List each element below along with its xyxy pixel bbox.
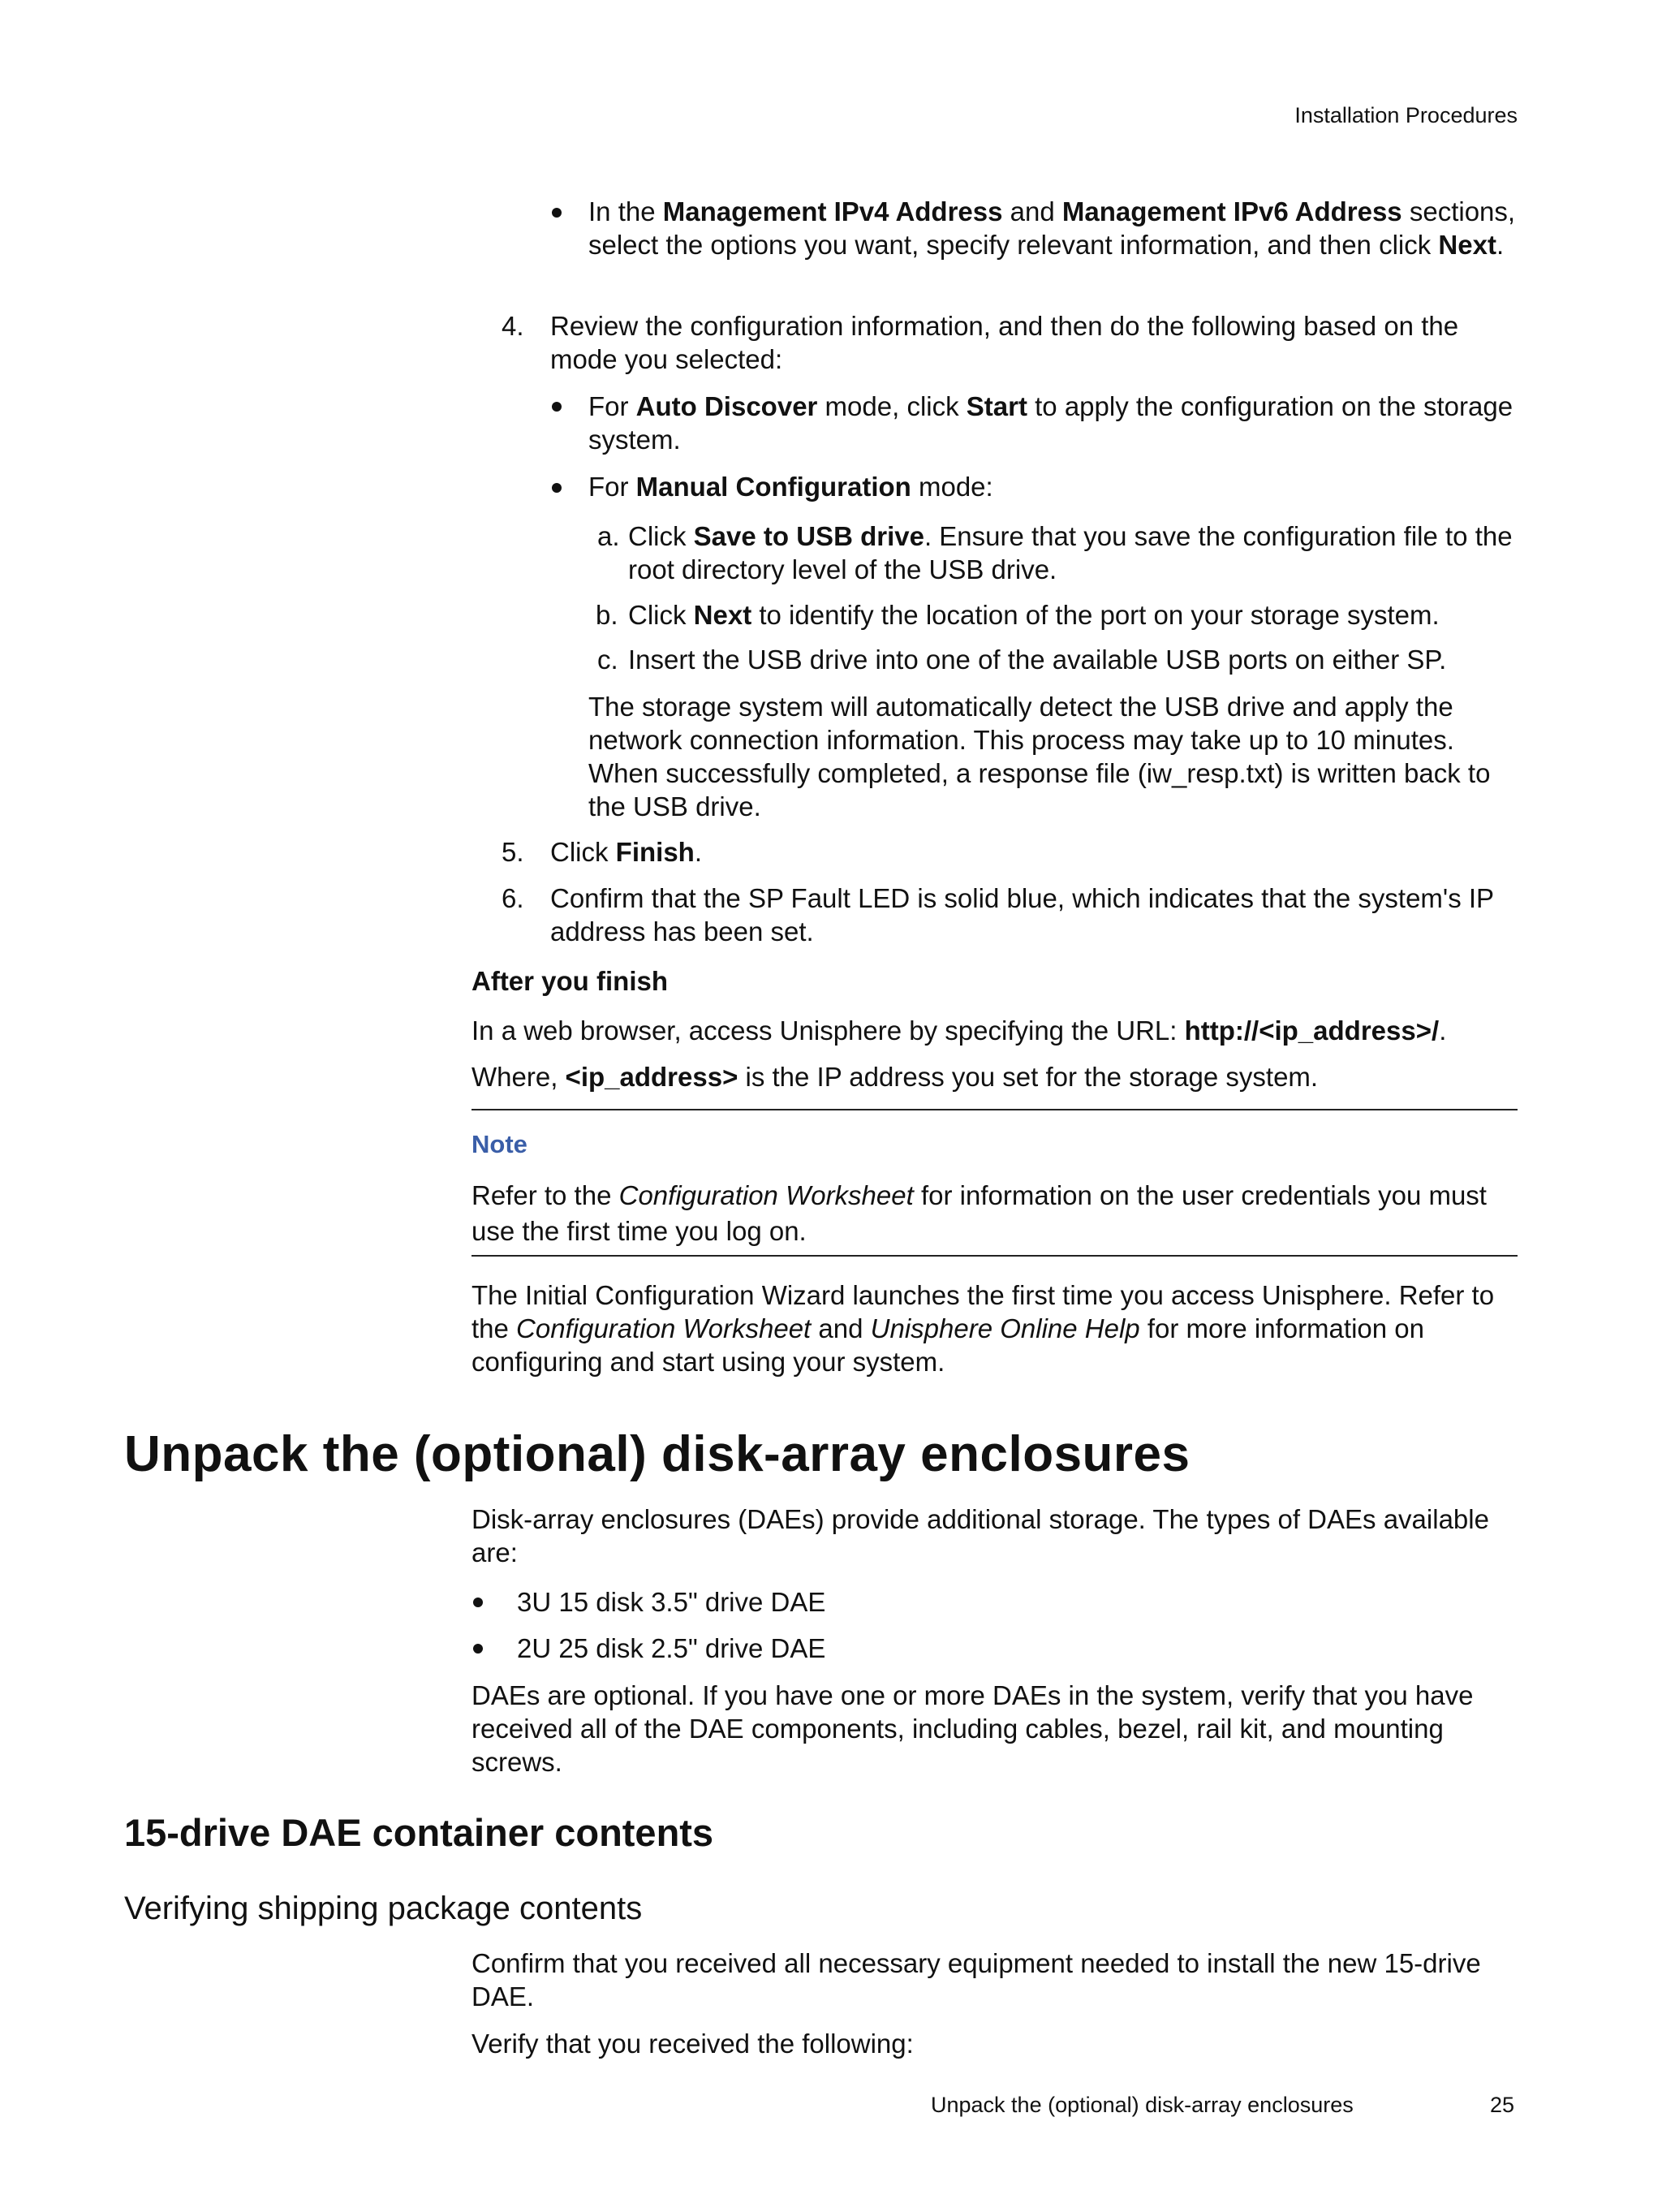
auto-discover-bullet: For Auto Discover mode, click Start to apply the configuration on the storage system. (588, 391, 1513, 455)
step6-text: Confirm that the SP Fault LED is solid blue, which indicates that the system's IP address has been set. (550, 883, 1494, 946)
bullet-dot (552, 208, 562, 218)
confirm-paragraph: Confirm that you received all necessary equipment needed to install the new 15-drive DAE. (471, 1948, 1481, 2011)
subsection-subheading: Verifying shipping package contents (124, 1891, 643, 1926)
dae-type-item: 2U 25 disk 2.5" drive DAE (517, 1633, 826, 1663)
step-number: 6. (502, 883, 524, 913)
substep-a-text: Click Save to USB drive. Ensure that you save the configuration file to the root directory level of the USB drive. (628, 521, 1513, 584)
bullet-dot (473, 1598, 483, 1607)
step4-text: Review the configuration information, and then do the following based on the mode you selected: (550, 311, 1459, 374)
manual-config-bullet: For Manual Configuration mode: (588, 472, 993, 502)
where-line: Where, <ip_address> is the IP address you set for the storage system. (471, 1062, 1319, 1092)
step5-text: Click Finish. (550, 837, 703, 867)
verify-paragraph: Verify that you received the following: (471, 2029, 914, 2059)
note-text: Refer to the Configuration Worksheet for information on the user credentials you must use the first time you log on. (471, 1180, 1487, 1246)
bullet-dot (552, 483, 562, 493)
dae-intro-paragraph: Disk-array enclosures (DAEs) provide additional storage. The types of DAEs available are: (471, 1504, 1489, 1567)
note-top-rule (471, 1109, 1518, 1110)
ipv-bullet-text: In the Management IPv4 Address and Management IPv6 Address sections, select the options you want, specify relevant information, and then click Next. (588, 196, 1516, 260)
running-header: Installation Procedures (1294, 103, 1518, 127)
bullet-dot (473, 1644, 483, 1654)
usb-detection-paragraph: The storage system will automatically detect the USB drive and apply the network connection information. This process may take up to 10 minutes. When successfully completed, a response file (iw_resp.txt) is written back to the USB drive. (588, 692, 1491, 821)
note-bottom-rule (471, 1255, 1518, 1257)
substep-label: c. (597, 645, 618, 675)
wizard-paragraph: The Initial Configuration Wizard launches the first time you access Unisphere. Refer to the Configuration Worksheet and Unisphere Online Help for more information on configuring and start using your system. (471, 1280, 1495, 1377)
substep-label: b. (596, 600, 618, 630)
note-label: Note (471, 1130, 527, 1158)
subsection-heading: 15-drive DAE container contents (124, 1811, 714, 1854)
running-footer: Unpack the (optional) disk-array enclosures (931, 2093, 1354, 2117)
url-line: In a web browser, access Unisphere by specifying the URL: http://<ip_address>/. (471, 1015, 1447, 1046)
step-number: 5. (502, 837, 524, 867)
step-number: 4. (502, 311, 524, 341)
bullet-dot (552, 402, 562, 412)
after-finish-heading: After you finish (471, 966, 669, 996)
page-number: 25 (1490, 2093, 1515, 2117)
dae-type-item: 3U 15 disk 3.5" drive DAE (517, 1587, 826, 1617)
section-heading: Unpack the (optional) disk-array enclosures (124, 1426, 1191, 1482)
substep-label: a. (597, 521, 620, 551)
substep-c-text: Insert the USB drive into one of the available USB ports on either SP. (628, 645, 1447, 675)
substep-b-text: Click Next to identify the location of the port on your storage system. (628, 600, 1440, 630)
dae-optional-paragraph: DAEs are optional. If you have one or more DAEs in the system, verify that you have received all of the DAE components, including cables, bezel, rail kit, and mounting screws. (471, 1680, 1474, 1777)
